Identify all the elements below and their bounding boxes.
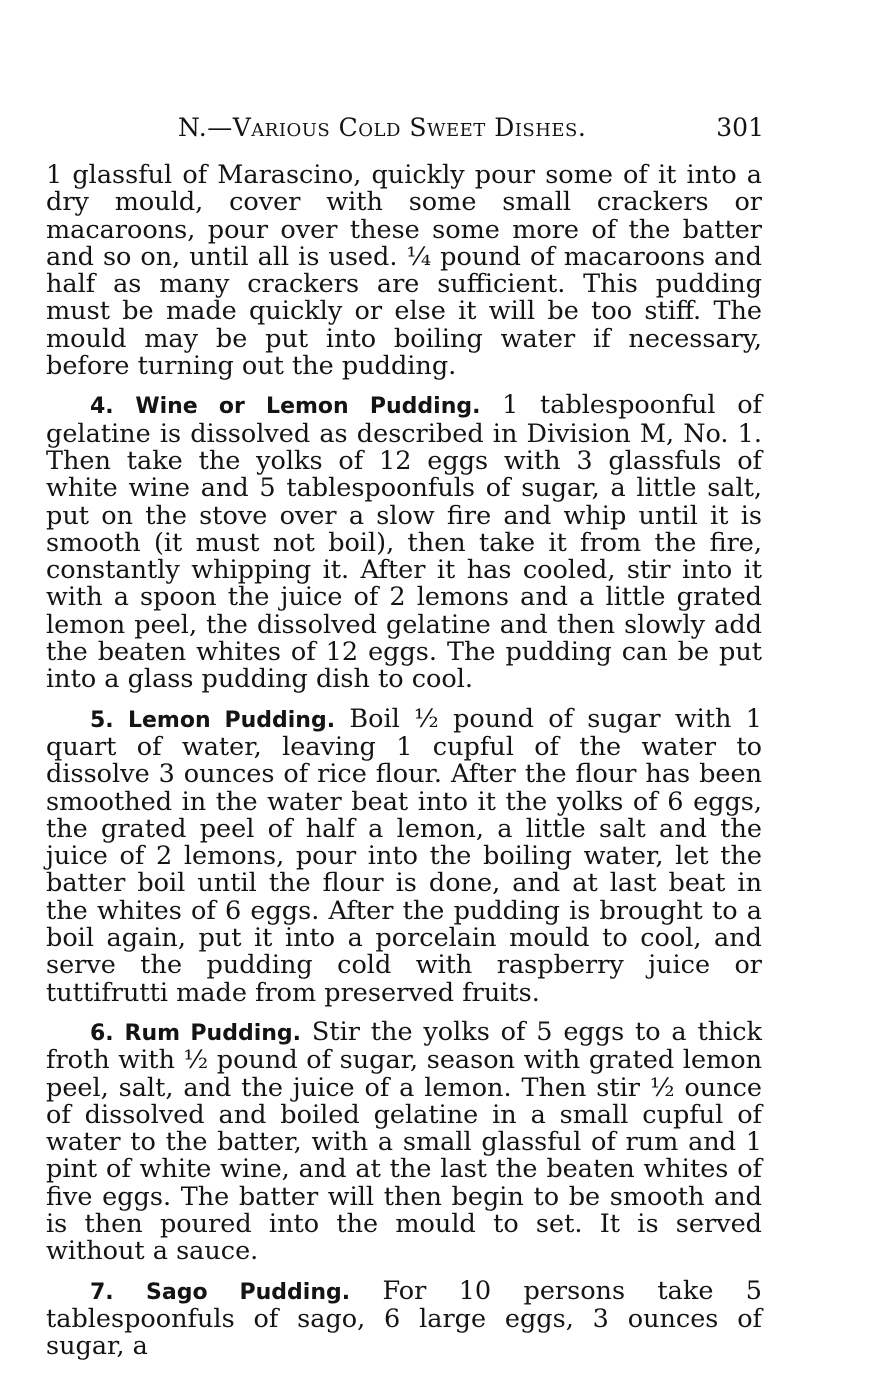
recipe-text: 1 tablespoonful of gelatine is dissolved as described in Division M, No. 1. Then take the yolks of 12 eggs with 3 glassfuls of white wine and 5 tablespoonfuls of sugar, a little salt, put on the stove over a slow fire and whip until it is smooth (it must not boil), then take it from the fire, constantly whipping it. After it has cooled, stir into it with a spoon the juice of 2 lemons and a little grated lemon peel, the dissolved gelatine and then slowly add the beaten whites of 12 eggs. The pudding can be put into a glass pudding dish to cool.: [46, 390, 762, 695]
recipe-text: Stir the yolks of 5 eggs to a thick froth with ½ pound of sugar, season with grated lemon peel, salt, and the juice of a lemon. Then stir ½ ounce of dissolved and boiled gelatine in a small cupful of water to the batter, with a small glassful of rum and 1 pint of white wine, and at the last the beaten whites of five eggs. The batter will then begin to be smooth and is then poured into the mould to set. It is served without a sauce.: [46, 1016, 763, 1267]
recipe-heading: Rum Pudding.: [124, 1020, 302, 1046]
recipe-number: 6.: [90, 1020, 114, 1046]
continued-paragraph: [46, 162, 762, 380]
recipe-heading: Sago Pudding.: [146, 1279, 351, 1305]
recipe-number: 4.: [90, 394, 114, 420]
recipe-number: 5.: [90, 707, 114, 733]
paragraph-text: 1 glassful of Marascino, quickly pour some of it into a dry mould, cover with some small crackers or macaroons, pour over these some more of the batter and so on, until all is used. ¼ pound of macaroons and half as many crackers are sufficient. This pudding must be made quickly or else it will be too stiff. The mould may be put into boiling water if necessary, before turning out the pudding.: [46, 160, 762, 382]
recipe-number: 7.: [90, 1279, 114, 1305]
recipe-wine-or-lemon-pudding: [46, 392, 762, 693]
page-number: 301: [716, 113, 764, 142]
recipe-sago-pudding: [46, 1275, 762, 1362]
recipe-rum-pudding: [46, 1016, 763, 1267]
recipe-heading: Wine or Lemon Pudding.: [135, 394, 481, 420]
recipe-heading: Lemon Pudding.: [127, 707, 336, 733]
body-text: [46, 162, 762, 1372]
chapter-title: N.—Various Cold Sweet Dishes.: [178, 113, 587, 142]
recipe-lemon-pudding: [46, 703, 762, 1008]
recipe-text: Boil ½ pound of sugar with 1 quart of water, leaving 1 cupful of the water to dissolve 3 ounces of rice flour. After the flour has been smoothed in the water beat into it the yolks of 6 eggs, the grated peel of half a lemon, a little salt and the juice of 2 lemons, pour into the boiling water, let the batter boil until the flour is done, and at last beat in the whites of 6 eggs. After the pudding is brought to a boil again, put it into a porcelain mould to cool, and serve the pudding cold with raspberry juice or tuttifrutti made from preserved fruits.: [46, 703, 762, 1008]
recipe-text: For 10 persons take 5 tablespoonfuls of sago, 6 large eggs, 3 ounces of sugar, a: [46, 1275, 762, 1362]
